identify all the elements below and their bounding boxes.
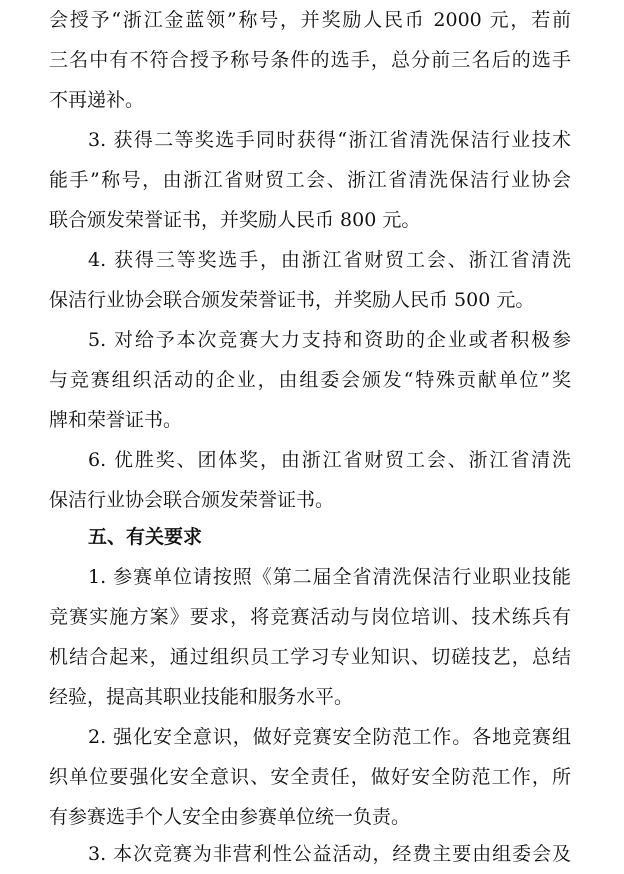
requirement-3-line-1: 3. 本次竞赛为非营利性公益活动，经费主要由组委会及 bbox=[88, 843, 571, 865]
text-line: 能手”称号，由浙江省财贸工会、浙江省清洗保洁行业协会 bbox=[49, 169, 571, 191]
requirement-2-line-1: 2. 强化安全意识，做好竞赛安全防范工作。各地竞赛组 bbox=[88, 726, 571, 748]
text-line: 经验，提高其职业技能和服务水平。 bbox=[49, 686, 354, 708]
paragraph-4-line-1: 4. 获得三等奖选手，由浙江省财贸工会、浙江省清洗 bbox=[88, 249, 571, 271]
paragraph-6-line-1: 6. 优胜奖、团体奖，由浙江省财贸工会、浙江省清洗 bbox=[88, 449, 571, 471]
paragraph-3-line-1: 3. 获得二等奖选手同时获得“浙江省清洗保洁行业技术 bbox=[88, 129, 571, 151]
text-line: 三名中有不符合授予称号条件的选手，总分前三名后的选手 bbox=[49, 49, 571, 71]
section-heading: 五、有关要求 bbox=[88, 526, 203, 548]
text-line: 机结合起来，通过组织员工学习专业知识、切磋技艺，总结 bbox=[49, 646, 571, 668]
text-line: 会授予“浙江金蓝领”称号，并奖励人民币 2000 元，若前 bbox=[49, 9, 571, 31]
requirement-1-line-1: 1. 参赛单位请按照《第二届全省清洗保洁行业职业技能 bbox=[88, 566, 571, 588]
text-line: 保洁行业协会联合颁发荣誉证书。 bbox=[49, 489, 335, 511]
text-line: 织单位要强化安全意识、安全责任，做好安全防范工作，所 bbox=[49, 766, 571, 788]
text-line: 保洁行业协会联合颁发荣誉证书，并奖励人民币 500 元。 bbox=[49, 289, 535, 311]
text-line: 联合颁发荣誉证书，并奖励人民币 800 元。 bbox=[49, 209, 421, 231]
text-line: 有参赛选手个人安全由参赛单位统一负责。 bbox=[49, 806, 411, 828]
text-line: 不再递补。 bbox=[49, 89, 145, 111]
text-line: 与竞赛组织活动的企业，由组委会颁发“特殊贡献单位”奖 bbox=[49, 369, 571, 391]
paragraph-5-line-1: 5. 对给予本次竞赛大力支持和资助的企业或者积极参 bbox=[88, 329, 571, 351]
text-line: 牌和荣誉证书。 bbox=[49, 409, 183, 431]
text-line: 竞赛实施方案》要求，将竞赛活动与岗位培训、技术练兵有 bbox=[49, 606, 571, 628]
